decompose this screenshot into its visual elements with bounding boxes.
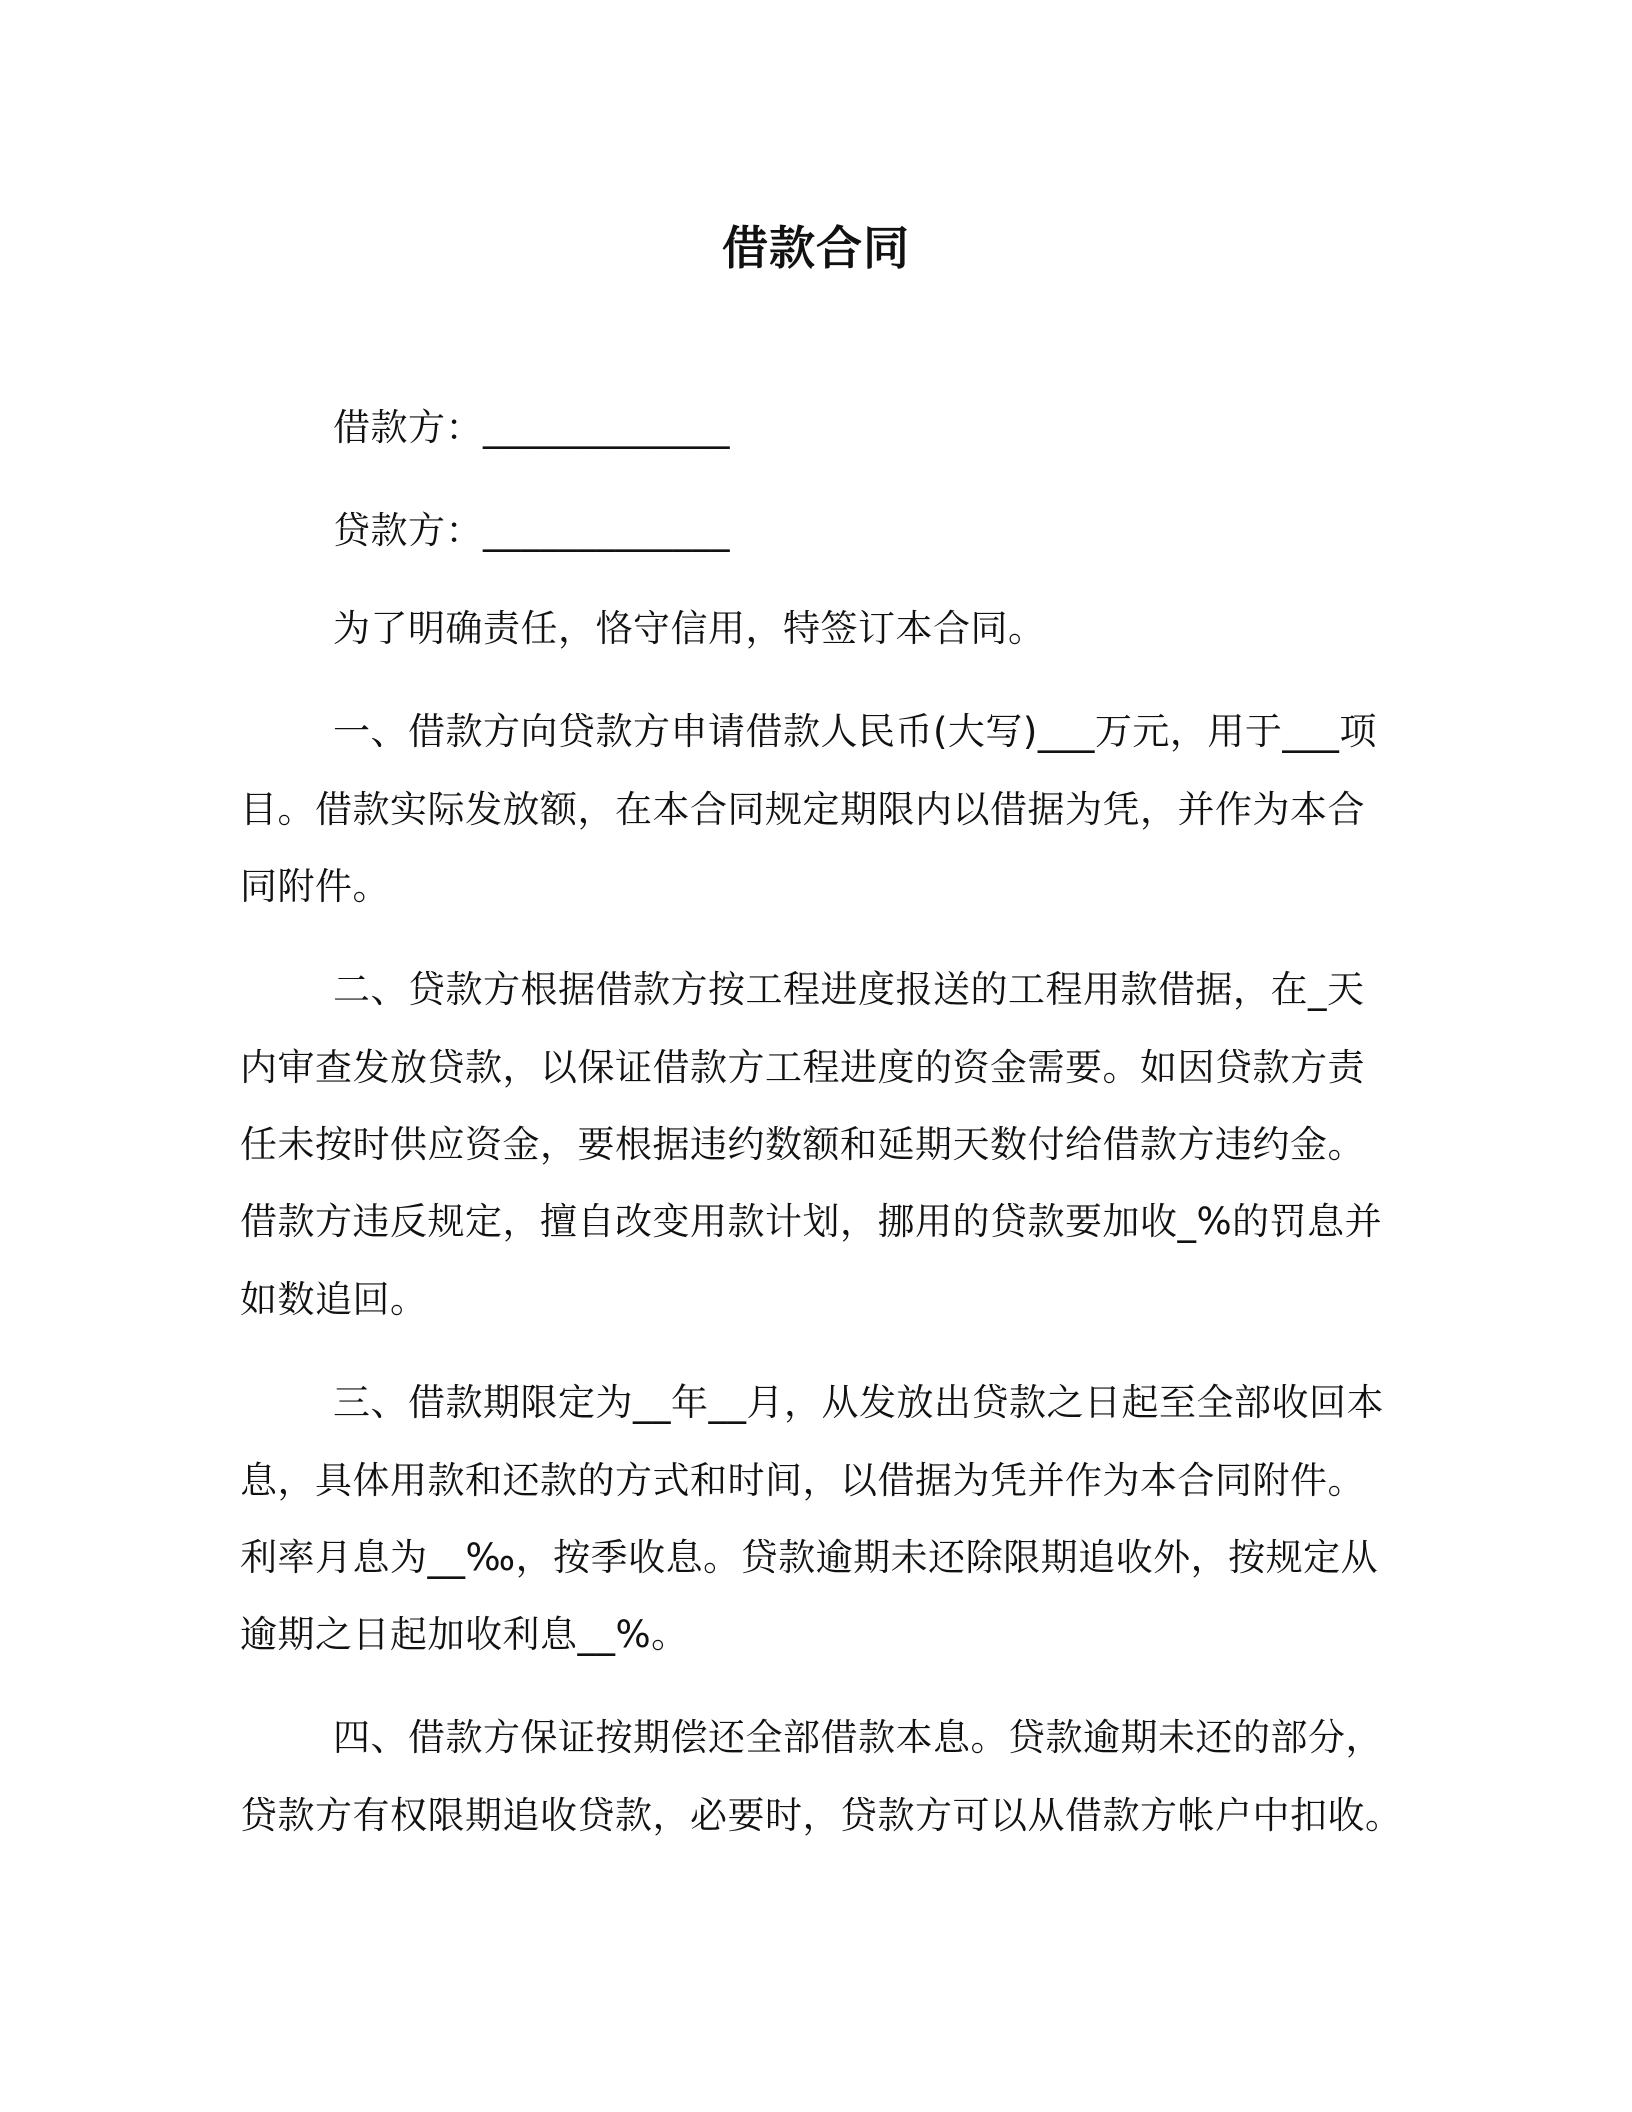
clause-1-line: 同附件。 bbox=[240, 865, 390, 908]
clause-2-line: 二、贷款方根据借款方按工程进度报送的工程用款借据，在_天 bbox=[333, 968, 1365, 1011]
clause-3-line: 三、借款期限定为__年__月，从发放出贷款之日起至全部收回本 bbox=[333, 1381, 1384, 1424]
document-title: 借款合同 bbox=[722, 221, 910, 275]
clause-3-line: 利率月息为__‰，按季收息。贷款逾期未还除限期追收外，按规定从 bbox=[240, 1536, 1379, 1579]
intro-paragraph: 为了明确责任，恪守信用，特签订本合同。 bbox=[333, 607, 1046, 650]
borrower-field: 借款方：_____________ bbox=[333, 406, 730, 449]
clause-1-line: 目。借款实际发放额，在本合同规定期限内以借据为凭，并作为本合 bbox=[240, 788, 1365, 831]
clause-4-line: 四、借款方保证按期偿还全部借款本息。贷款逾期未还的部分， bbox=[333, 1716, 1383, 1759]
clause-1-line: 一、借款方向贷款方申请借款人民币(大写)___万元，用于___项 bbox=[333, 710, 1377, 753]
clause-2-line: 任未按时供应资金，要根据违约数额和延期天数付给借款方违约金。 bbox=[240, 1123, 1365, 1166]
clause-2-line: 借款方违反规定，擅自改变用款计划，挪用的贷款要加收_%的罚息并 bbox=[240, 1200, 1383, 1243]
clause-4-line: 贷款方有权限期追收贷款，必要时，贷款方可以从借款方帐户中扣收。 bbox=[240, 1794, 1403, 1837]
clause-2-line: 如数追回。 bbox=[240, 1278, 428, 1321]
clause-3-line: 息，具体用款和还款的方式和时间，以借据为凭并作为本合同附件。 bbox=[240, 1459, 1365, 1502]
clause-2-line: 内审查发放贷款，以保证借款方工程进度的资金需要。如因贷款方责 bbox=[240, 1046, 1365, 1089]
clause-3-line: 逾期之日起加收利息__%。 bbox=[240, 1613, 689, 1656]
lender-field: 贷款方：_____________ bbox=[333, 509, 730, 552]
